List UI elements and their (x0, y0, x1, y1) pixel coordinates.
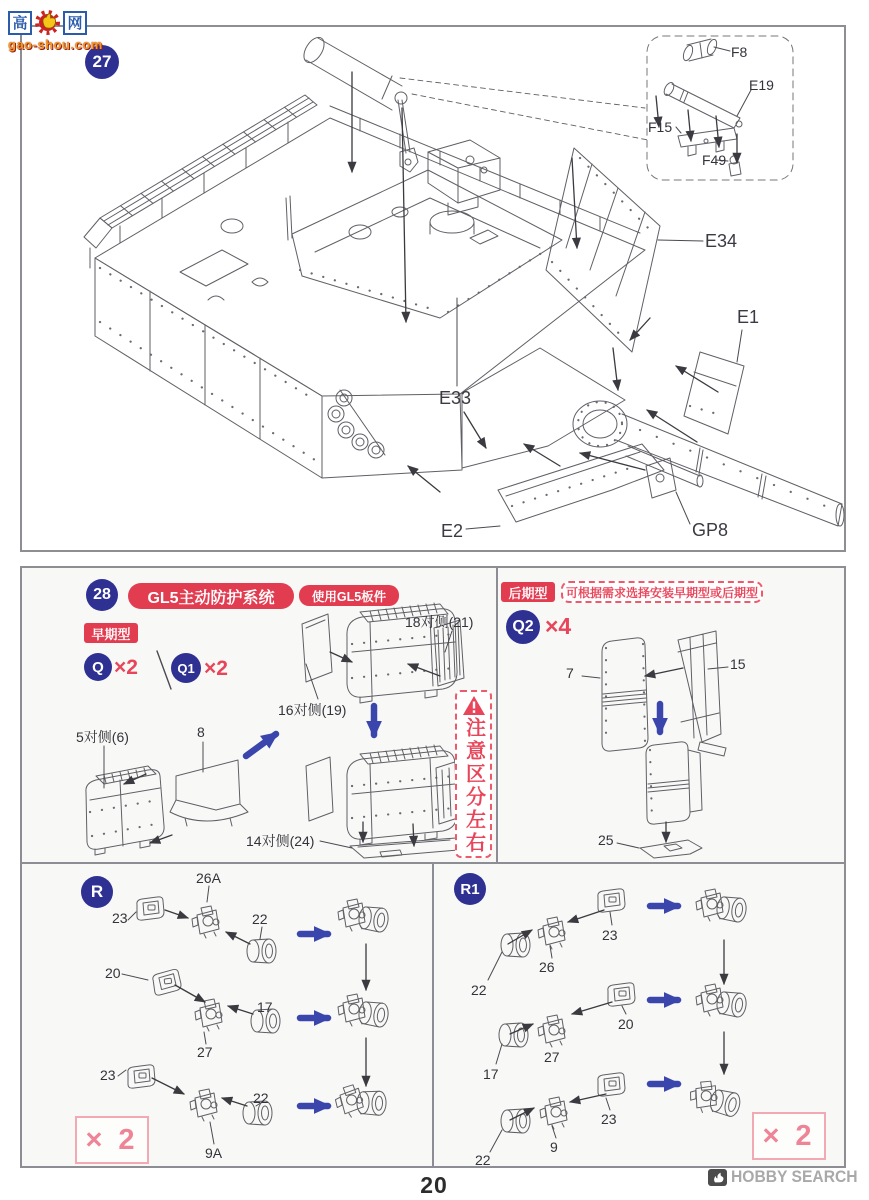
warning-text: 注意区分左右 (462, 717, 485, 855)
label-15: 15 (730, 656, 746, 672)
label-7: 7 (566, 665, 574, 681)
step28-number: 28 (86, 579, 118, 611)
step28-title-badge: GL5主动防护系统 (128, 583, 294, 609)
label-14: 14对侧(24) (246, 833, 315, 849)
inset-label-f15: F15 (648, 119, 673, 135)
r-row3-label-a: 23 (100, 1067, 116, 1083)
r-row2-label-a: 20 (105, 965, 121, 981)
hobby-search-watermark: HOBBY SEARCH (731, 1167, 858, 1186)
sprue-q-circle: Q (84, 653, 112, 681)
step27-panel (20, 25, 846, 552)
hobby-search-icon (708, 1169, 727, 1186)
r1-multiplier: × 2 (752, 1112, 826, 1160)
label-18: 18对侧(21) (405, 614, 474, 630)
sprue-q2-qty: ×4 (545, 613, 572, 639)
label-8: 8 (197, 724, 205, 740)
r-row3-label-c: 22 (253, 1090, 269, 1106)
r1-section-badge: R1 (454, 873, 486, 905)
r-multiplier: × 2 (75, 1116, 149, 1164)
r1-row3-label-a: 22 (475, 1152, 491, 1168)
r-row1-label-a: 23 (112, 910, 128, 926)
r1-row1-label-a: 22 (471, 982, 487, 998)
label-5: 5对侧(6) (76, 729, 129, 745)
watermark-logo (8, 9, 103, 52)
part-label-e1: E1 (737, 307, 760, 327)
r-row3-label-b: 9A (205, 1145, 223, 1161)
page-number: 20 (420, 1172, 448, 1198)
warning-icon (462, 695, 486, 716)
r1-row1-label-b: 26 (539, 959, 555, 975)
divider-r-r1 (432, 862, 434, 1168)
r1-row2-label-c: 20 (618, 1016, 634, 1032)
watermark-domain: gao-shou.com (8, 37, 103, 52)
early-type-badge: 早期型 (84, 623, 138, 643)
r1-row3-label-b: 9 (550, 1139, 558, 1155)
r1-row1-label-c: 23 (602, 927, 618, 943)
watermark-char-left: 高 (8, 11, 32, 35)
r-section-badge: R (81, 876, 113, 908)
sprue-q-qty: ×2 (114, 656, 138, 679)
r-row1-label-b: 26A (196, 870, 221, 886)
late-type-badge: 后期型 (501, 582, 555, 602)
step27-number: 27 (85, 45, 119, 79)
part-label-gp8: GP8 (692, 520, 729, 540)
sprue-q1-circle: Q1 (171, 653, 201, 683)
warning-box (455, 690, 492, 858)
r-row2-label-b: 27 (197, 1044, 213, 1060)
inset-label-f49: F49 (702, 152, 727, 168)
part-label-e33: E33 (439, 388, 472, 408)
r-row1-label-c: 22 (252, 911, 268, 927)
r1-row2-label-b: 27 (544, 1049, 560, 1065)
step28-subtitle-badge: 使用GL5板件 (299, 585, 399, 606)
inset-label-e19: E19 (749, 77, 774, 93)
label-25: 25 (598, 832, 614, 848)
divider-early-late (496, 566, 498, 862)
sprue-q2-circle: Q2 (506, 610, 540, 644)
inset-label-f8: F8 (731, 44, 748, 60)
gear-thumb-icon (34, 9, 61, 36)
part-label-e34: E34 (705, 231, 738, 251)
late-type-note: 可根据需求选择安装早期型或后期型 (561, 581, 763, 603)
sprue-q1-qty: ×2 (204, 657, 228, 680)
r1-row2-label-a: 17 (483, 1066, 499, 1082)
r-row2-label-c: 17 (257, 999, 273, 1015)
label-16: 16对侧(19) (278, 702, 347, 718)
watermark-char-right: 网 (63, 11, 87, 35)
r1-row3-label-c: 23 (601, 1111, 617, 1127)
part-label-e2: E2 (441, 521, 464, 541)
